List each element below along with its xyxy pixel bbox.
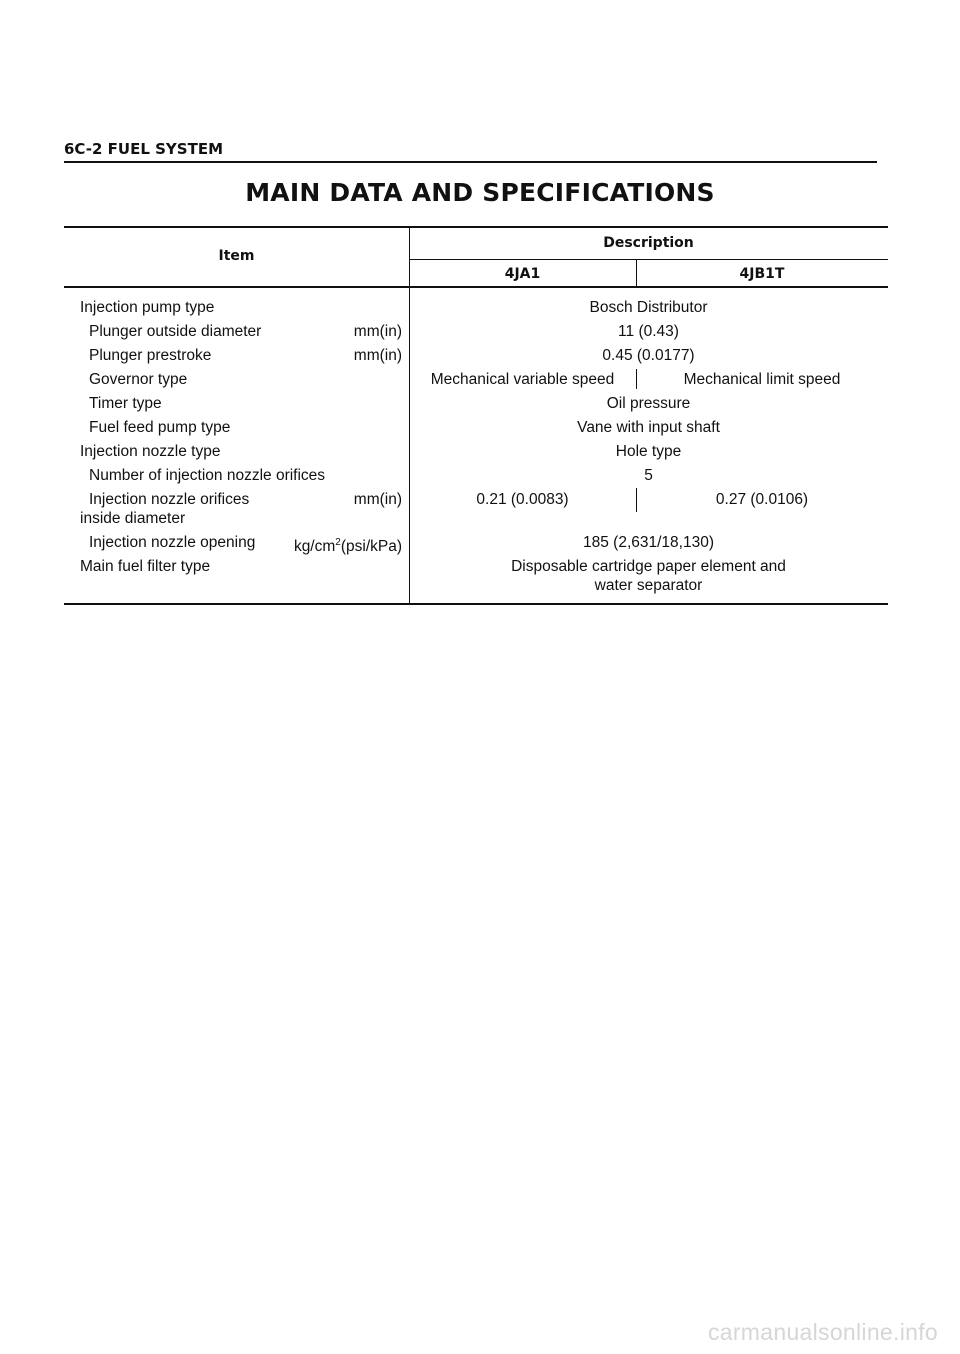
- value-fuel-feed-pump-type: Vane with input shaft: [577, 419, 720, 436]
- unit-superscript: 2: [335, 537, 341, 548]
- header-description: Description: [603, 235, 694, 251]
- item-nozzle-opening: Injection nozzle opening: [89, 534, 256, 551]
- watermark: carmanualsonline.info: [707, 1319, 938, 1345]
- section-header: 6C-2 FUEL SYSTEM: [64, 140, 224, 158]
- value-governor-4ja1: Mechanical variable speed: [430, 371, 615, 388]
- item-number-of-orifices: Number of injection nozzle orifices: [89, 467, 326, 484]
- item-plunger-outside-diameter: Plunger outside diameter: [89, 323, 262, 340]
- unit-plunger-outside-diameter: mm(in): [353, 323, 402, 340]
- header-model-4jb1t: 4JB1T: [739, 266, 785, 282]
- value-timer-type: Oil pressure: [606, 395, 691, 412]
- item-fuel-feed-pump-type: Fuel feed pump type: [89, 419, 231, 436]
- table-bottom-rule: [64, 603, 888, 605]
- unit-nozzle-orifices: mm(in): [353, 491, 402, 508]
- item-injection-nozzle-type: Injection nozzle type: [80, 443, 221, 460]
- page-title: MAIN DATA AND SPECIFICATIONS: [245, 178, 715, 207]
- item-nozzle-orifices-line2: inside diameter: [80, 510, 186, 527]
- value-main-fuel-filter-line1: Disposable cartridge paper element and: [511, 558, 786, 575]
- item-injection-pump-type: Injection pump type: [80, 299, 215, 316]
- unit-plunger-prestroke: mm(in): [353, 347, 402, 364]
- header-model-4ja1: 4JA1: [504, 266, 541, 282]
- item-governor-type: Governor type: [89, 371, 188, 388]
- value-plunger-prestroke: 0.45 (0.0177): [602, 347, 695, 364]
- table-top-rule: [64, 226, 888, 228]
- unit-prefix: kg/cm: [293, 538, 336, 556]
- header-item: Item: [218, 248, 255, 264]
- value-number-of-orifices: 5: [644, 467, 653, 484]
- item-plunger-prestroke: Plunger prestroke: [89, 347, 212, 364]
- item-nozzle-orifices: Injection nozzle orifices: [89, 491, 250, 508]
- value-governor-4jb1t: Mechanical limit speed: [683, 371, 841, 388]
- value-plunger-outside-diameter: 11 (0.43): [618, 323, 679, 340]
- unit-suffix: (psi/kPa): [340, 538, 402, 556]
- unit-nozzle-opening: [250, 534, 402, 556]
- value-injection-nozzle-type: Hole type: [615, 443, 682, 460]
- value-orifices-4jb1t: 0.27 (0.0106): [715, 491, 809, 508]
- subheader-rule: [409, 259, 888, 260]
- value-main-fuel-filter-line2: water separator: [594, 577, 703, 594]
- value-orifices-4ja1: 0.21 (0.0083): [476, 491, 569, 508]
- header-bottom-rule: [64, 286, 888, 288]
- item-timer-type: Timer type: [89, 395, 162, 412]
- header-rule: [64, 161, 877, 163]
- value-injection-pump-type: Bosch Distributor: [589, 299, 708, 316]
- item-main-fuel-filter-type: Main fuel filter type: [80, 558, 211, 575]
- value-nozzle-opening: 185 (2,631/18,130): [583, 534, 714, 551]
